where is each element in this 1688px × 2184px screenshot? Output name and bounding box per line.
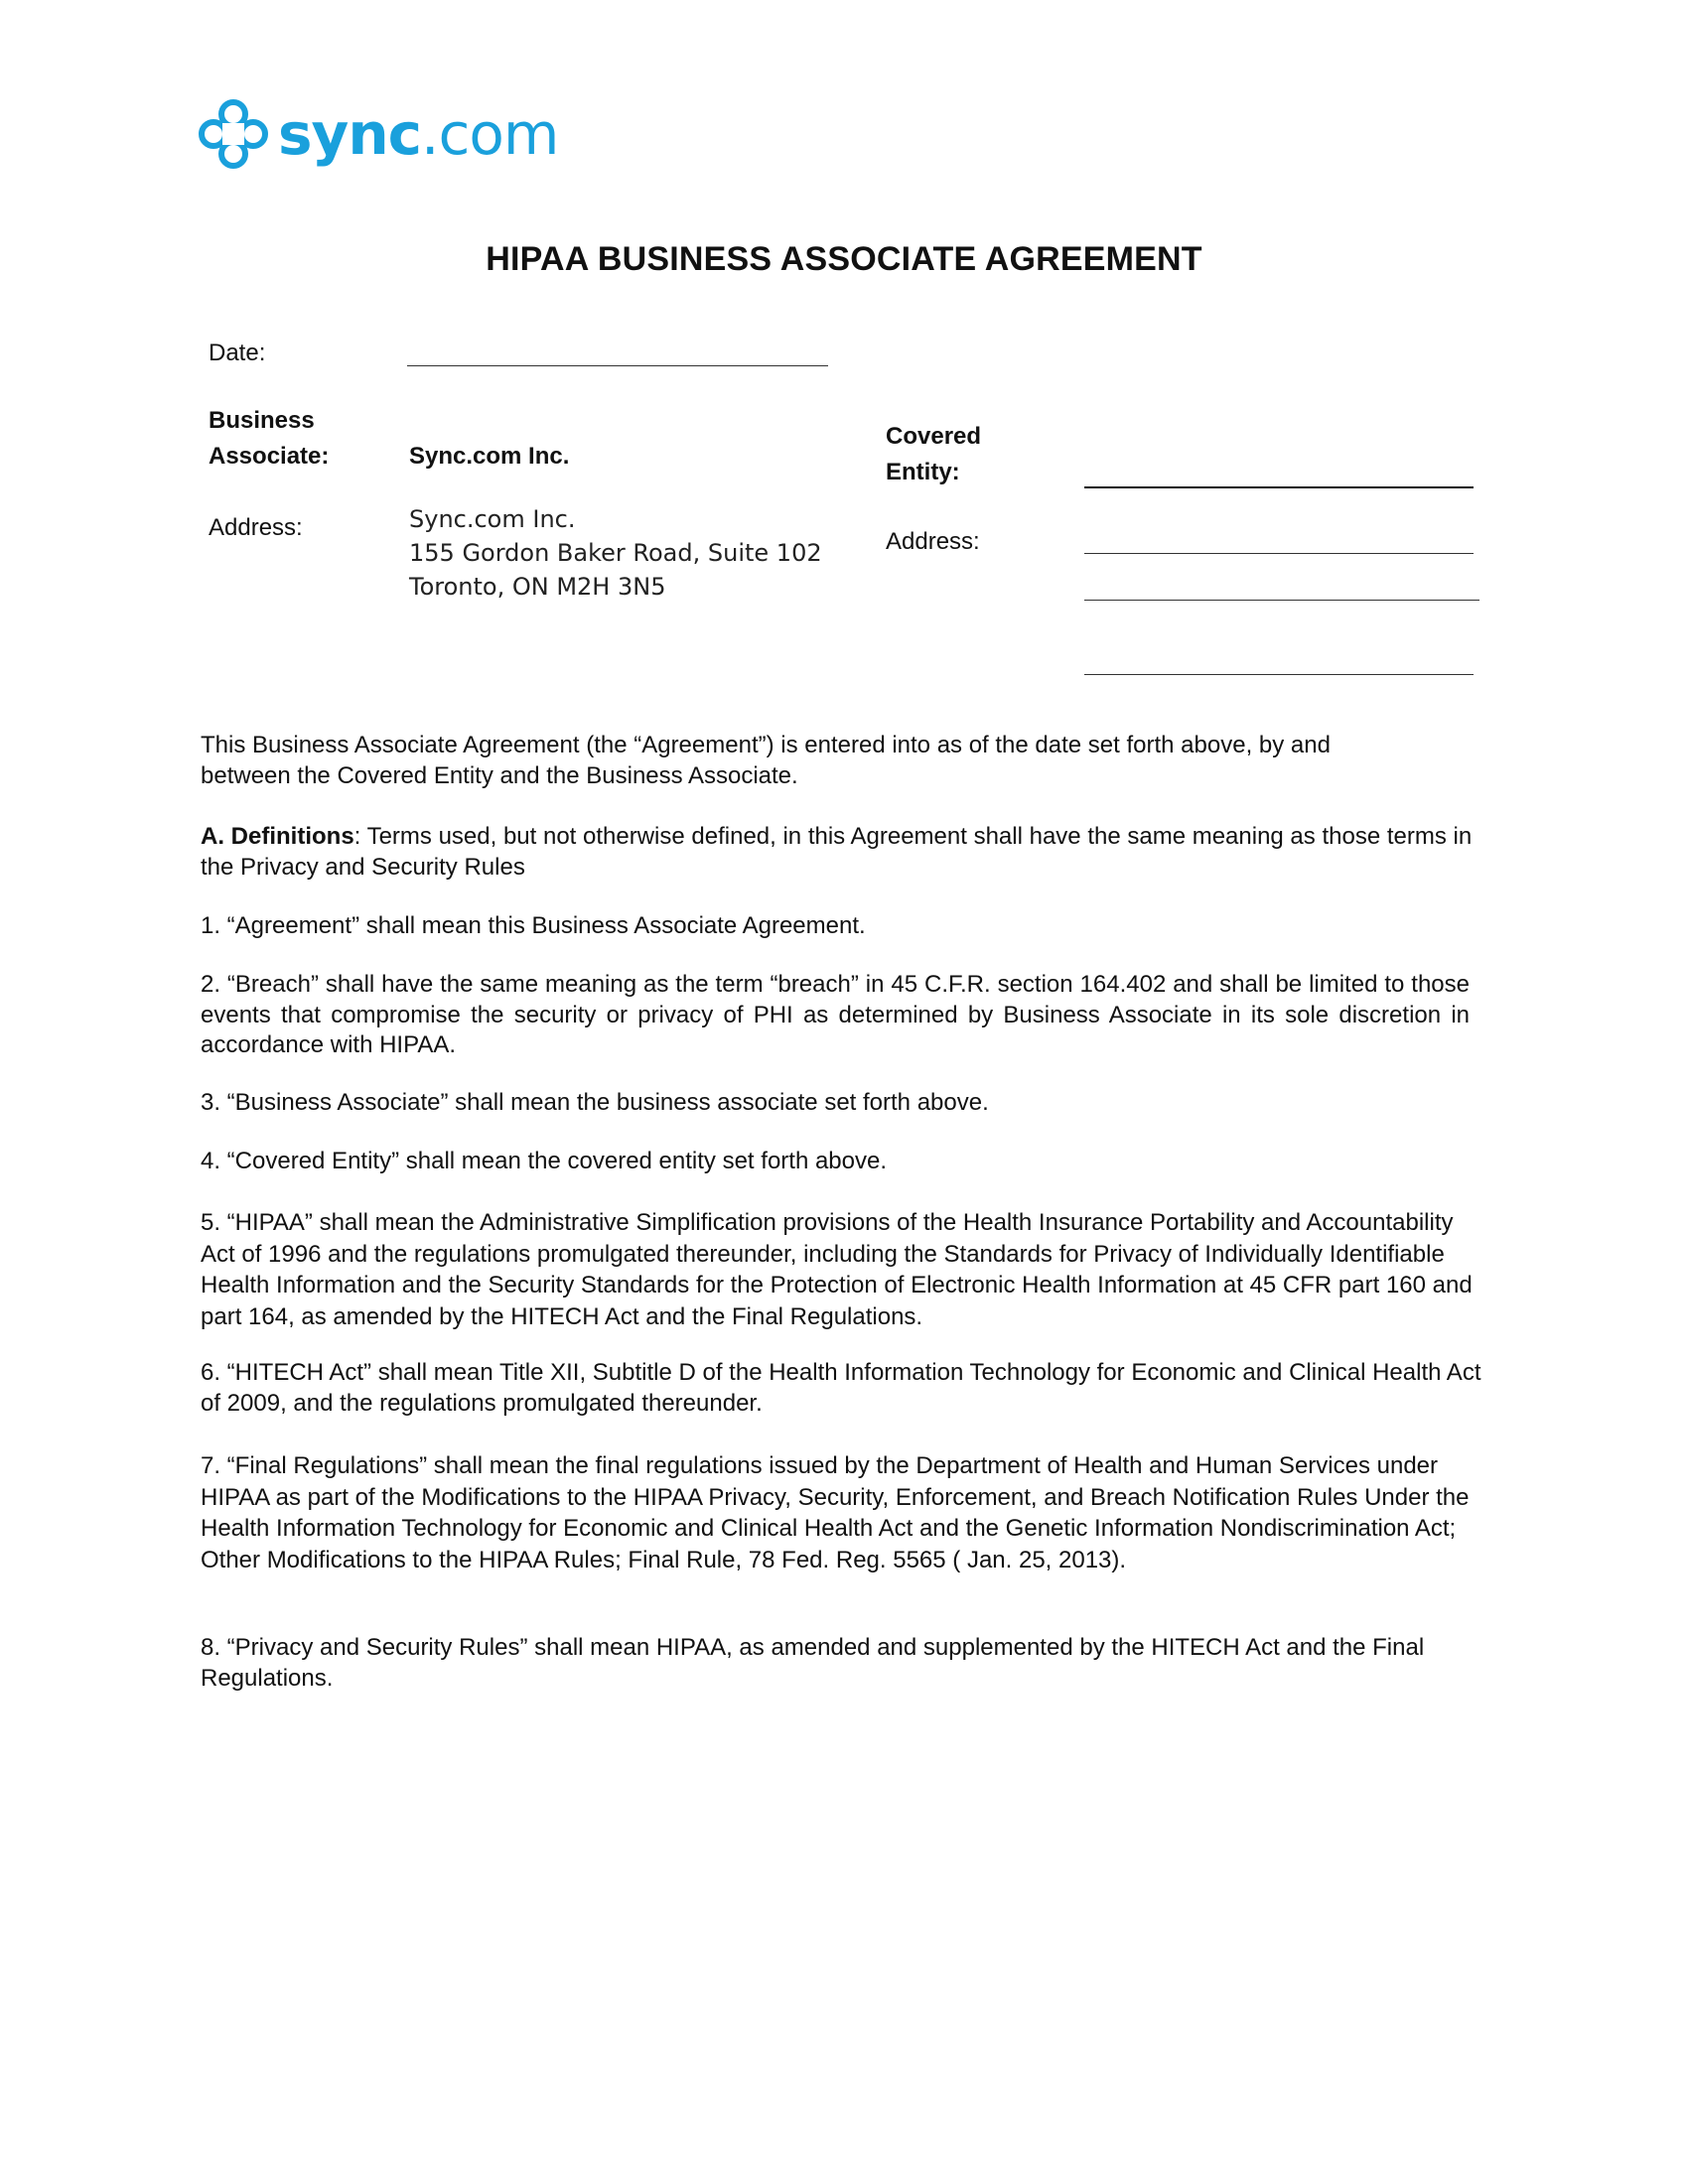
business-address-line: 155 Gordon Baker Road, Suite 102	[409, 539, 822, 567]
business-label-line2: Associate:	[209, 443, 330, 470]
definitions-lead: : Terms used, but not otherwise defined, in this Agreement shall have the same meaning as those terms in the Privacy and Security Rules	[201, 823, 1473, 881]
definition-item	[201, 911, 1481, 942]
logo-wordmark	[278, 100, 559, 168]
definitions-heading: A. Definitions	[201, 823, 354, 850]
logo-suffix: .com	[421, 100, 559, 168]
definition-text: 1. “Agreement” shall mean this Business Associate Agreement.	[201, 912, 866, 939]
covered-entity-field-line	[1084, 486, 1474, 488]
covered-address-line	[1084, 600, 1479, 601]
definition-item	[201, 1207, 1481, 1332]
document-title: HIPAA BUSINESS ASSOCIATE AGREEMENT	[486, 240, 1202, 278]
business-label-line1: Business	[209, 407, 315, 434]
business-address-line: Toronto, ON M2H 3N5	[409, 573, 666, 601]
definitions-paragraph	[201, 822, 1481, 883]
definition-text: 6. “HITECH Act” shall mean Title XII, Subtitle D of the Health Information Technology for Economic and Clinical Health Act of 2009, and the regulations promulgated thereunder.	[201, 1359, 1481, 1417]
logo-brand: sync	[278, 100, 422, 168]
definition-item	[201, 1147, 1481, 1177]
business-name: Sync.com Inc.	[409, 443, 570, 470]
covered-address-line	[1084, 674, 1474, 675]
date-label: Date:	[209, 340, 266, 366]
definition-text: 8. “Privacy and Security Rules” shall mean HIPAA, as amended and supplemented by the HITECH Act and the Final Regulations.	[201, 1634, 1425, 1692]
definitions-intro	[201, 822, 1481, 883]
covered-address-line	[1084, 553, 1474, 554]
definition-item	[201, 1088, 1481, 1119]
sync-logo	[197, 97, 558, 171]
definition-item	[201, 970, 1470, 1061]
business-address-label: Address:	[209, 514, 303, 541]
business-address	[409, 502, 822, 604]
date-field-line	[407, 365, 828, 366]
intro-text: This Business Associate Agreement (the “Agreement”) is entered into as of the date set forth above, by and between the Covered Entity and the Business Associate.	[201, 732, 1331, 789]
definition-text: 7. “Final Regulations” shall mean the final regulations issued by the Department of Health and Human Services under HIPAA as part of the Modifications to the HIPAA Privacy, Security, Enforcement, and Breach Notification Rules Under the Health Information Technology for Economic and Clinical Health Act and the Genetic Information Nondiscrimination Act; Other Modifications to the HIPAA Rules; Final Rule, 78 Fed. Reg. 5565 ( Jan. 25, 2013).	[201, 1452, 1470, 1573]
definition-text: 4. “Covered Entity” shall mean the covered entity set forth above.	[201, 1148, 888, 1174]
covered-address-label: Address:	[886, 528, 980, 555]
definition-item	[201, 1358, 1481, 1419]
definition-item	[201, 1450, 1481, 1575]
definition-text: 2. “Breach” shall have the same meaning as the term “breach” in 45 C.F.R. section 164.402 and shall be limited to those events that compromise the security or privacy of PHI as determined by Business Associate in its sole discretion in accordance with HIPAA.	[201, 971, 1470, 1058]
definition-text: 3. “Business Associate” shall mean the business associate set forth above.	[201, 1089, 989, 1116]
business-address-line: Sync.com Inc.	[409, 505, 576, 533]
covered-entity-label-line2: Entity:	[886, 459, 960, 485]
definition-text: 5. “HIPAA” shall mean the Administrative Simplification provisions of the Health Insurance Portability and Accountability Act of 1996 and the regulations promulgated thereunder, including the Standards for Privacy of Individually Identifiable Health Information and the Security Standards for the Protection of Electronic Health Information at 45 CFR part 160 and part 164, as amended by the HITECH Act and the Final Regulations.	[201, 1209, 1473, 1330]
covered-entity-label-line1: Covered	[886, 423, 982, 450]
intro-paragraph	[201, 731, 1402, 791]
definition-item	[201, 1633, 1481, 1694]
sync-cloud-logo-icon	[197, 97, 270, 171]
